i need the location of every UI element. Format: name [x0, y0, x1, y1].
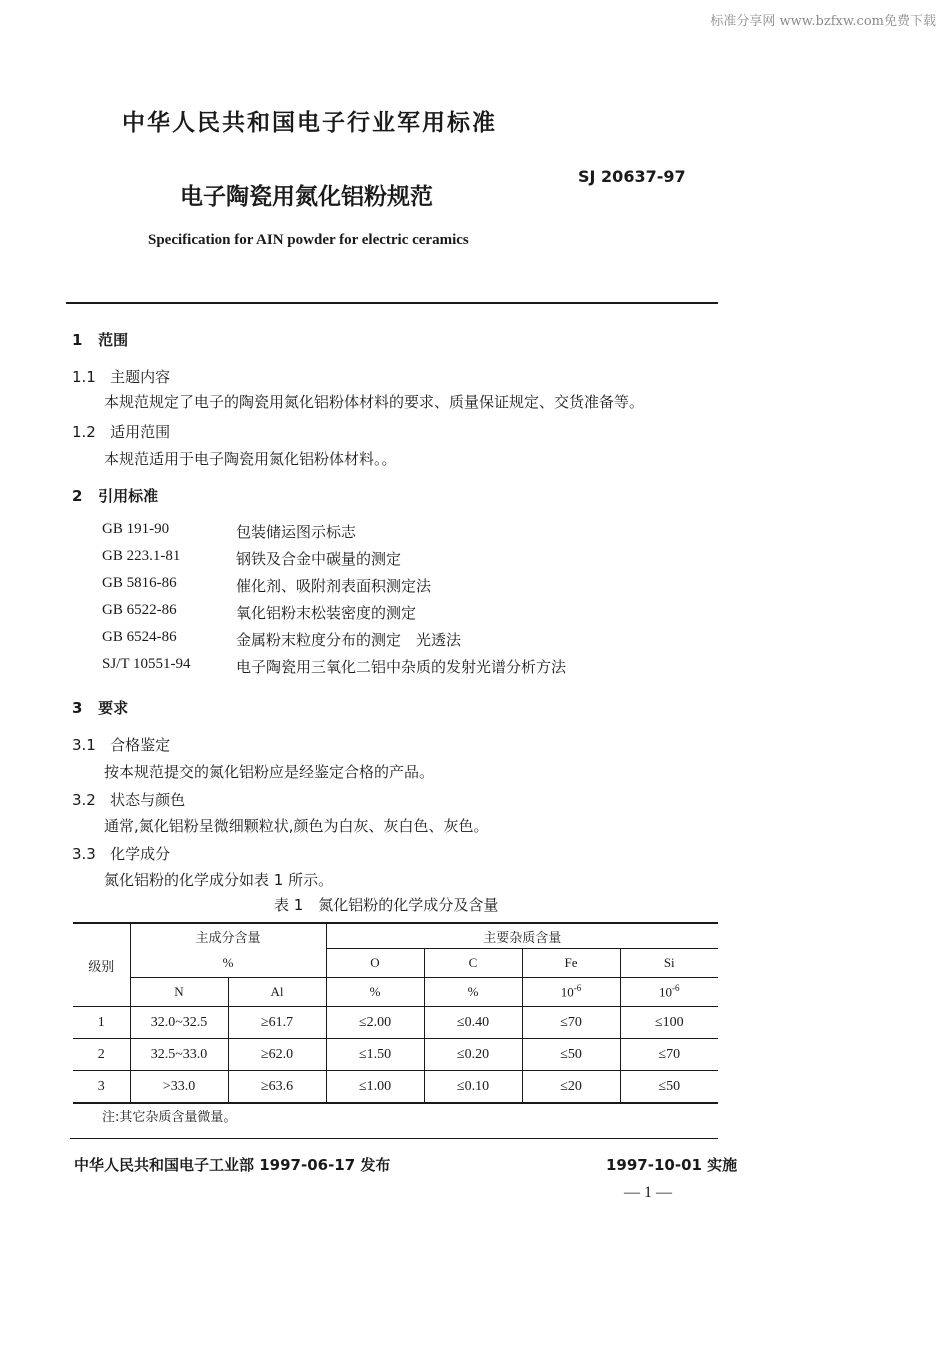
- chemical-composition-table: [73, 922, 718, 1104]
- page-number: — 1 —: [624, 1184, 672, 1201]
- cell-n: 32.0~32.5: [130, 1007, 228, 1039]
- column-header-si: Si: [620, 949, 718, 978]
- section-3-2-text: 通常,氮化铝粉呈微细颗粒状,颜色为白灰、灰白色、灰色。: [104, 817, 489, 835]
- table-row: [73, 1039, 718, 1071]
- reference-title: 金属粉末粒度分布的测定 光透法: [236, 631, 462, 649]
- section-title: 要求: [98, 699, 129, 717]
- cell-si: ≤50: [620, 1071, 718, 1104]
- section-title: 状态与颜色: [110, 791, 186, 809]
- section-3-1-text: 按本规范提交的氮化铝粉应是经鉴定合格的产品。: [104, 763, 435, 781]
- cell-si: ≤100: [620, 1007, 718, 1039]
- column-header-c: C: [424, 949, 522, 978]
- section-title: 合格鉴定: [110, 736, 171, 754]
- cell-grade: 3: [73, 1071, 130, 1104]
- unit-fe: [522, 978, 620, 1007]
- reference-code: GB 191-90: [102, 521, 170, 537]
- column-header-n: N: [130, 978, 228, 1007]
- section-number: 1.2: [72, 423, 96, 441]
- cell-fe: ≤20: [522, 1071, 620, 1104]
- reference-code: SJ/T 10551-94: [102, 656, 191, 672]
- section-1-1-heading: [72, 366, 170, 387]
- reference-code: GB 6524-86: [102, 629, 177, 645]
- table-row: [73, 1007, 718, 1039]
- cell-n: >33.0: [130, 1071, 228, 1104]
- unit-base: 10: [659, 984, 672, 1000]
- watermark: 标准分享网 www.bzfxw.com免费下载: [710, 14, 936, 29]
- impurity-header: 主要杂质含量: [326, 923, 718, 949]
- section-3-3-heading: [72, 843, 170, 864]
- grade-header: 级别: [73, 923, 130, 1007]
- section-number: 2: [72, 487, 83, 505]
- cell-c: ≤0.40: [424, 1007, 522, 1039]
- section-number: 3.1: [72, 736, 96, 754]
- table-header-row: [73, 923, 718, 949]
- column-header-fe: Fe: [522, 949, 620, 978]
- reference-code: GB 5816-86: [102, 575, 177, 591]
- document-title-english: Specification for AIN powder for electric ceramics: [148, 232, 469, 248]
- reference-code: GB 223.1-81: [102, 548, 181, 564]
- unit-c: %: [424, 978, 522, 1007]
- standard-category: 中华人民共和国电子行业军用标准: [122, 110, 497, 136]
- section-number: 1: [72, 331, 83, 349]
- table-header-row: [73, 978, 718, 1007]
- issue-date: 中华人民共和国电子工业部 1997-06-17 发布: [74, 1156, 391, 1174]
- table-note: 注:其它杂质含量微量。: [102, 1110, 237, 1125]
- section-number: 3.2: [72, 791, 96, 809]
- section-1-2-heading: [72, 421, 170, 442]
- main-component-unit: %: [130, 949, 326, 978]
- reference-title: 氧化铝粉末松装密度的测定: [236, 604, 417, 622]
- unit-exponent: -6: [672, 983, 680, 994]
- section-3-heading: [72, 697, 128, 718]
- cell-o: ≤1.00: [326, 1071, 424, 1104]
- section-3-1-heading: [72, 734, 170, 755]
- reference-title: 电子陶瓷用三氧化二铝中杂质的发射光谱分析方法: [236, 658, 567, 676]
- cell-c: ≤0.20: [424, 1039, 522, 1071]
- cell-fe: ≤50: [522, 1039, 620, 1071]
- unit-exponent: -6: [573, 983, 582, 994]
- cell-grade: 1: [73, 1007, 130, 1039]
- cell-grade: 2: [73, 1039, 130, 1071]
- section-title: 引用标准: [98, 487, 159, 505]
- section-title: 范围: [98, 331, 129, 349]
- table-row: [73, 1071, 718, 1104]
- header-rule: [66, 302, 718, 304]
- effective-date: 1997-10-01 实施: [606, 1156, 738, 1174]
- column-header-al: Al: [228, 978, 326, 1007]
- document-title: 电子陶瓷用氮化铝粉规范: [180, 184, 433, 210]
- section-title: 适用范围: [110, 423, 171, 441]
- cell-al: ≥62.0: [228, 1039, 326, 1071]
- section-1-heading: [72, 329, 128, 350]
- section-1-2-text: 本规范适用于电子陶瓷用氮化铝粉体材料。。: [104, 450, 397, 468]
- cell-al: ≥63.6: [228, 1071, 326, 1104]
- section-number: 3.3: [72, 845, 96, 863]
- main-component-header: 主成分含量: [130, 923, 326, 949]
- section-title: 主题内容: [110, 368, 171, 386]
- unit-base: 10: [560, 984, 574, 1000]
- reference-title: 钢铁及合金中碳量的测定: [236, 550, 402, 568]
- reference-title: 包装储运图示标志: [236, 523, 357, 541]
- reference-title: 催化剂、吸附剂表面积测定法: [236, 577, 432, 595]
- section-3-2-heading: [72, 789, 185, 810]
- column-header-o: O: [326, 949, 424, 978]
- standard-code: SJ 20637-97: [578, 167, 686, 186]
- footer-rule: [70, 1138, 718, 1139]
- section-number: 3: [72, 699, 83, 717]
- unit-si: [620, 978, 718, 1007]
- table-caption: 表 1 氮化铝粉的化学成分及含量: [274, 896, 499, 914]
- cell-o: ≤1.50: [326, 1039, 424, 1071]
- section-2-heading: [72, 485, 158, 506]
- cell-si: ≤70: [620, 1039, 718, 1071]
- section-3-3-text: 氮化铝粉的化学成分如表 1 所示。: [104, 871, 334, 889]
- reference-code: GB 6522-86: [102, 602, 177, 618]
- section-title: 化学成分: [110, 845, 171, 863]
- cell-o: ≤2.00: [326, 1007, 424, 1039]
- cell-n: 32.5~33.0: [130, 1039, 228, 1071]
- unit-o: %: [326, 978, 424, 1007]
- cell-fe: ≤70: [522, 1007, 620, 1039]
- section-number: 1.1: [72, 368, 96, 386]
- section-1-1-text: 本规范规定了电子的陶瓷用氮化铝粉体材料的要求、质量保证规定、交货准备等。: [104, 393, 645, 411]
- cell-c: ≤0.10: [424, 1071, 522, 1104]
- cell-al: ≥61.7: [228, 1007, 326, 1039]
- table-header-row: [73, 949, 718, 978]
